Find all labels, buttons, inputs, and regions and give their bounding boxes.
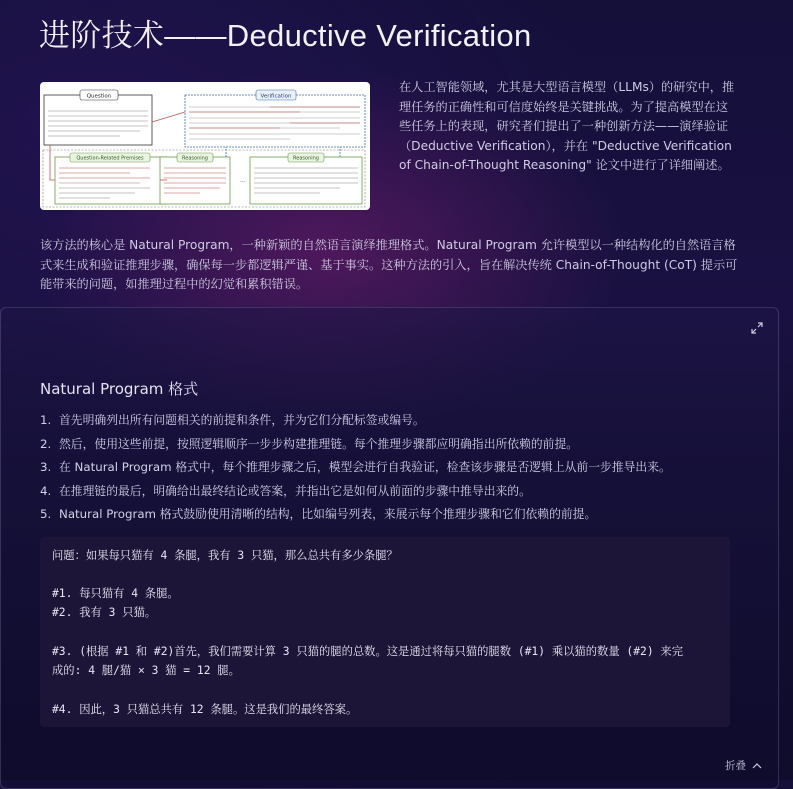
- code-line-4: #4. 因此，3 只猫总共有 12 条腿。这是我们的最终答案。: [52, 703, 358, 716]
- figure-premises-label: Question-Related Premises: [76, 155, 144, 162]
- deductive-verification-figure: [40, 82, 370, 210]
- collapse-label: 折叠: [725, 760, 746, 772]
- figure-reasoning-label-1: Reasoning: [182, 155, 208, 162]
- intro-paragraph: 在人工智能领域，尤其是大型语言模型（LLMs）的研究中，推理任务的正确性和可信度始终是关键挑战。为了提高模型在这些任务上的表现，研究者们提出了一种创新方法——演绎验证（Deductive Verification），并在 "Deductive Verification of Chain-of-Thought Reasoning" 论文中进行了详细阐述。: [399, 80, 735, 172]
- expand-arrows-icon[interactable]: [750, 320, 764, 334]
- figure-question-label: Question: [86, 93, 112, 100]
- list-item: 4. 在推理链的最后，明确给出最终结论或答案，并指出它是如何从前面的步骤中推导出来的。: [40, 483, 531, 498]
- chevron-up-icon: [749, 760, 762, 772]
- figure-verification-label: Verification: [260, 93, 292, 100]
- list-item: 3. 在 Natural Program 格式中，每个推理步骤之后，模型会进行自我验证，检查该步骤是否逻辑上从前一步推导出来。: [40, 460, 671, 474]
- figure-reasoning-label-2: Reasoning: [293, 155, 319, 162]
- code-line-1: #1. 每只猫有 4 条腿。: [52, 587, 179, 600]
- code-block: [40, 537, 730, 727]
- code-line-2: #2. 我有 3 只猫。: [52, 606, 157, 619]
- page-title: 进阶技术——Deductive Verification: [39, 18, 532, 53]
- section-title: Natural Program 格式: [40, 380, 199, 398]
- list-item: 1. 首先明确列出所有问题相关的前提和条件，并为它们分配标签或编号。: [40, 413, 425, 427]
- code-line-3-cont: 成的: 4 腿/猫 × 3 猫 = 12 腿。: [52, 664, 240, 677]
- code-line-question: 问题：如果每只猫有 4 条腿，我有 3 只猫，那么总共有多少条腿？: [52, 549, 398, 562]
- list-item: 2. 然后，使用这些前提，按照逻辑顺序一步步构建推理链。每个推理步骤都应明确指出所依赖的前提。: [40, 436, 579, 451]
- natural-program-paragraph: 该方法的核心是 Natural Program，一种新颖的自然语言演绎推理格式。Natural Program 允许模型以一种结构化的自然语言格式来生成和验证推理步骤，确保每一步都逻辑严谨、基于事实。这种方法的引入，旨在解决传统 Chain-of-Thought (CoT) 提示可能带来的问题，如推理过程中的幻觉和累积错误。: [40, 238, 738, 291]
- steps-list: [40, 410, 760, 528]
- code-line-3: #3. (根据 #1 和 #2)首先，我们需要计算 3 只猫的腿的总数。这是通过将每只猫的腿数 (#1) 乘以猫的数量 (#2) 来完: [52, 645, 684, 658]
- figure-ellipsis: ...: [240, 177, 246, 184]
- collapse-button[interactable]: [725, 758, 762, 773]
- list-item: 5. Natural Program 格式鼓励使用清晰的结构，比如编号列表，来展示每个推理步骤和它们依赖的前提。: [40, 507, 597, 521]
